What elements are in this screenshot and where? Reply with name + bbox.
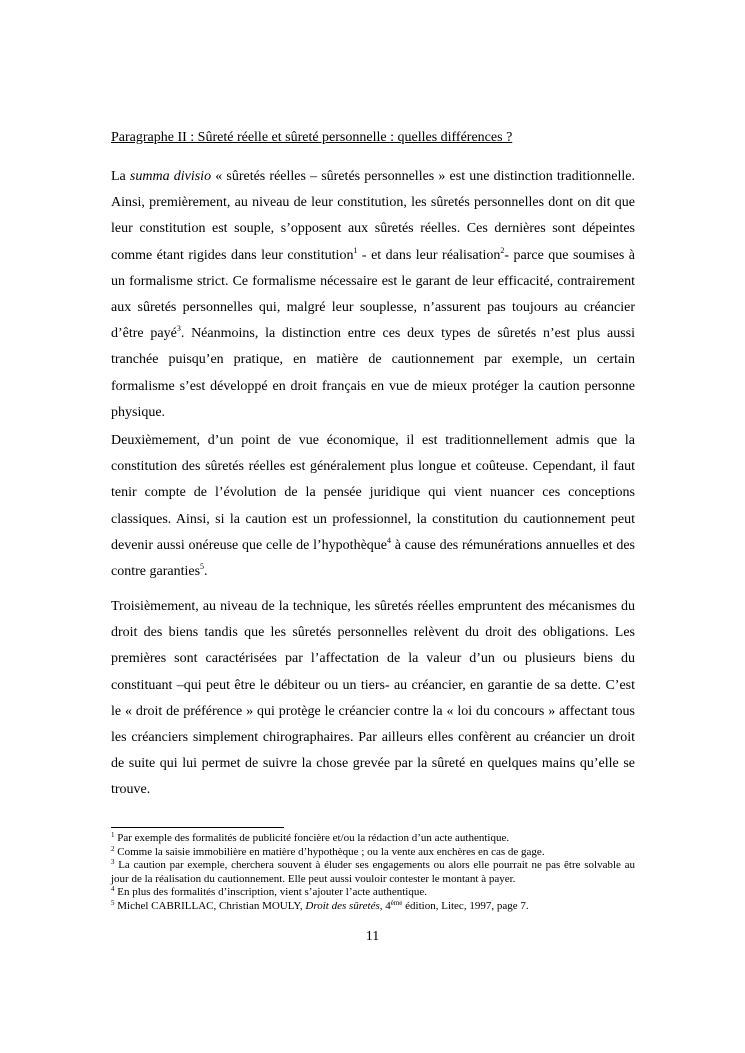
footnote-number: 5 — [111, 898, 115, 907]
paragraph-3: Troisièmement, au niveau de la technique, les sûretés réelles empruntent des mécanismes du droit des biens tandis que les sûretés personnelles relèvent du droit des obligations. Les premières sont caractérisées par l’affectation de la valeur d’un ou plusieurs biens du constituant –qui peut être le débiteur ou un tiers- au créancier, en garantie de sa dette. C’est le « droit de préférence » qui protège le créancier contre la « loi du concours » affectant tous les créanciers simplement chirographaires. Par ailleurs elles confèrent au créancier un droit de suite qui lui permet de suivre la chose grevée par la sûreté en quelques mains qu’elle se trouve. — [111, 599, 635, 798]
footnote-separator — [111, 827, 284, 828]
footnote-text: , 4 — [379, 899, 391, 912]
footnote-text: Par exemple des formalités de publicité foncière et/ou la rédaction d’un acte authentique. — [114, 832, 510, 844]
text-run: - parce que soumises à un formalisme strict. Ce formalisme nécessaire est le garant de leur efficacité, contrairement aux sûretés personnelles qui, malgré leur souplesse, n’assurent pas toujours au créancier d’être payé — [111, 247, 636, 342]
footnote-text: La caution par exemple, cherchera souvent à éluder ses engagements ou alors elle pourrait ne pas être solvable au jour de la réalisation du cautionnement. Elle peut aussi vouloir contester le montant à payer. — [111, 859, 635, 885]
footnote-ref-2[interactable]: 2 — [500, 245, 505, 255]
footnote-ref-3[interactable]: 3 — [176, 324, 181, 334]
footnote-authors: Michel CABRILLAC, Christian MOULY, — [114, 899, 306, 912]
text-run: « sûretés réelles – sûretés personnelles » est une distinction traditionnelle. Ainsi, premièrement, au niveau de leur constitution, les sûretés personnelles dont on dit que leur constitution est souple, s’opposent aux sûretés réelles. Ces dernières sont dépeintes comme étant rigides dans leur constitution — [111, 169, 636, 263]
footnotes — [111, 832, 635, 914]
page-number: 11 — [365, 929, 380, 944]
footnote-ref-4[interactable]: 4 — [387, 535, 391, 545]
paragraph-2 — [111, 428, 635, 585]
footnote-number: 3 — [111, 858, 115, 867]
footnote-3 — [111, 859, 635, 886]
text-run: - et dans leur réalisation — [357, 247, 501, 263]
paragraph-1 — [111, 164, 635, 426]
footnote-text: édition, Litec, 1997, page 7. — [402, 899, 529, 912]
text-run: La — [111, 169, 130, 184]
footnote-ref-1[interactable]: 1 — [353, 245, 358, 255]
footnote-text: En plus des formalités d’inscription, vient s’ajouter l’acte authentique. — [114, 886, 427, 899]
footnote-text: Comme la saisie immobilière en matière d’hypothèque ; ou la vente aux enchères en cas de gage. — [114, 845, 545, 858]
footnote-number: 4 — [111, 885, 115, 894]
footnote-4 — [111, 886, 635, 900]
edition-superscript: ème — [390, 898, 403, 907]
footnote-ref-5[interactable]: 5 — [200, 562, 205, 572]
footnote-number: 2 — [111, 844, 115, 853]
footnote-number: 1 — [111, 831, 115, 839]
footnote-1 — [111, 832, 635, 846]
footnote-5 — [111, 900, 635, 914]
latin-term: summa divisio — [129, 169, 212, 184]
text-run: . Néanmoins, la distinction entre ces deux types de sûretés n’est plus aussi tranchée puisqu’en pratique, en matière de cautionnement par exemple, un certain formalisme s’est développé en droit français en vue de mieux protéger la caution personne physique. — [111, 326, 635, 420]
section-heading: Paragraphe II : Sûreté réelle et sûreté personnelle : quelles différences ? — [111, 130, 513, 145]
text-run: . — [204, 564, 208, 580]
text-run: Deuxièmement, d’un point de vue économique, il est traditionnellement admis que la constitution des sûretés réelles est généralement plus longue et coûteuse. Cependant, il faut tenir compte de l’évolution de la pensée juridique qui vient nuancer ces conceptions classiques. Ainsi, si la caution est un professionnel, la constitution du cautionnement peut devenir aussi onéreuse que celle de l’hypothèque — [111, 433, 635, 553]
text-run: à cause des rémunérations annuelles et des contre garanties — [111, 537, 635, 580]
footnote-2 — [111, 846, 635, 860]
book-title: Droit des sûretés — [305, 899, 380, 912]
